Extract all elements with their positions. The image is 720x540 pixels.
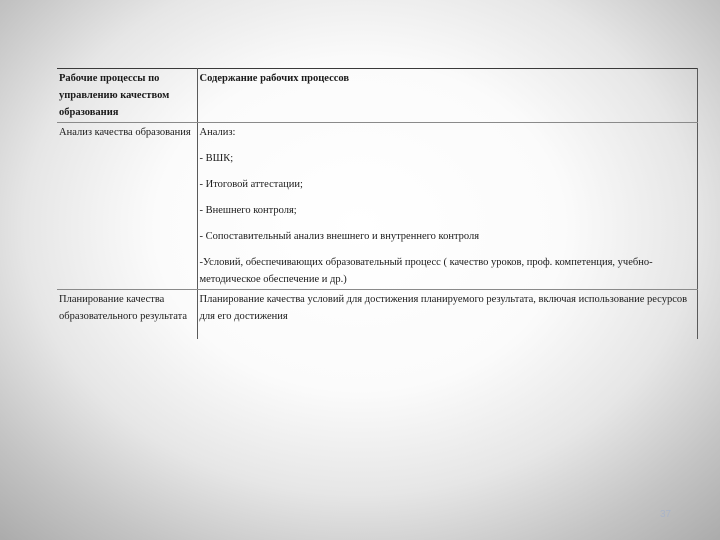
page-number: 37 xyxy=(660,509,672,520)
content-paragraph: Анализ: xyxy=(199,127,236,138)
content-paragraph: Планирование качества условий для достижения планируемого результата, включая использование ресурсов для его достижения xyxy=(199,294,688,322)
row-content-planning xyxy=(197,290,697,340)
content-paragraph: - ВШК; xyxy=(199,153,234,164)
table-header-row xyxy=(57,69,697,123)
content-paragraph: - Внешнего контроля; xyxy=(199,205,297,216)
content-paragraph: -Условий, обеспечивающих образовательный процесс ( качество уроков, проф. компетенция, учебно-методическое обеспечение и др.) xyxy=(199,257,653,285)
table-row xyxy=(57,123,697,290)
table-row xyxy=(57,290,697,340)
row-process-planning: Планирование качества образовательного результата xyxy=(57,290,197,340)
header-processes: Рабочие процессы по управлению качеством образования xyxy=(57,69,197,123)
content-paragraph: - Сопоставительный анализ внешнего и внутреннего контроля xyxy=(199,231,480,242)
row-content-analysis xyxy=(197,123,697,290)
row-process-analysis: Анализ качества образования xyxy=(57,123,197,290)
content-paragraph: - Итоговой аттестации; xyxy=(199,179,303,190)
process-table-container xyxy=(57,68,697,339)
process-table xyxy=(57,68,698,339)
header-content: Содержание рабочих процессов xyxy=(197,69,697,123)
